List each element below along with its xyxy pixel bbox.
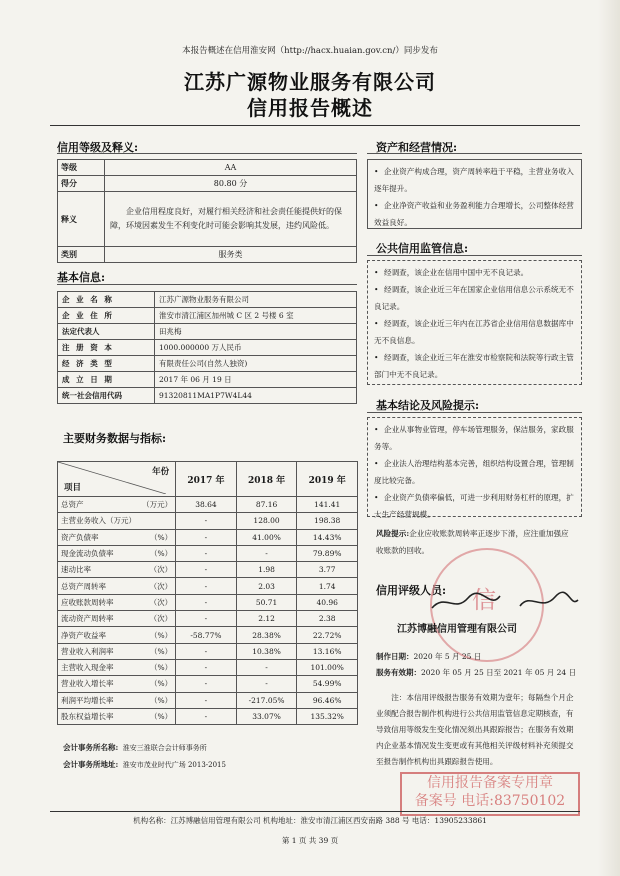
finance-value-2018: 50.71 <box>236 594 297 610</box>
finance-value-2019: 14.43% <box>297 529 358 545</box>
supervision-item: • 经调查，该企业近三年在淮安市检察院和法院等行政主管部门中无不良记录。 <box>374 349 577 383</box>
capital-value: 1000.000000 万人民币 <box>155 340 357 356</box>
finance-row <box>58 708 358 724</box>
finance-row-label-cell <box>58 643 176 659</box>
finance-row-unit: （%） <box>150 712 173 721</box>
category-key: 类别 <box>58 247 105 263</box>
founded-key: 成 立 日 期 <box>58 372 155 388</box>
finance-row-label-cell <box>58 708 176 724</box>
score-key: 得分 <box>58 176 105 192</box>
finance-row-unit: （次） <box>149 597 173 607</box>
finance-value-2019: 135.32% <box>297 708 358 724</box>
finance-row <box>58 676 358 692</box>
finance-value-2018: 2.12 <box>236 611 297 627</box>
year-2019-header: 2019 年 <box>297 462 358 497</box>
finance-value-2017: 38.64 <box>176 497 237 513</box>
finance-value-2017: - <box>176 578 237 594</box>
finance-row-label-cell <box>58 676 176 692</box>
filing-stamp: 信用报告备案专用章 备案号 电话:83750102 <box>400 772 580 816</box>
company-title: 江苏广源物业服务有限公司 <box>184 70 436 94</box>
bullet-icon: • <box>374 201 379 210</box>
footer-rule <box>50 811 580 812</box>
finance-value-2017: - <box>176 594 237 610</box>
finance-row-unit: （%） <box>150 630 173 640</box>
finance-value-2018: 1.98 <box>236 562 297 578</box>
capital-key: 注 册 资 本 <box>58 340 155 356</box>
finance-row <box>58 562 358 578</box>
finance-value-2018: 128.00 <box>236 513 297 529</box>
finance-row-unit: （%） <box>150 663 173 673</box>
finance-row <box>58 611 358 627</box>
finance-value-2019: 3.77 <box>297 562 358 578</box>
finance-row <box>58 545 358 561</box>
finance-value-2019: 141.41 <box>297 497 358 513</box>
finance-value-2018: -217.05% <box>236 692 297 708</box>
company-name-key: 企 业 名 称 <box>58 292 155 308</box>
meaning-key: 释义 <box>58 192 105 247</box>
address-value: 淮安市清江浦区加州城 C 区 2 号楼 6 室 <box>155 308 357 324</box>
finance-row <box>58 497 358 513</box>
address-key: 企 业 住 所 <box>58 308 155 324</box>
finance-row-label: 总资产周转率 <box>61 581 106 591</box>
finance-row-label-cell <box>58 562 176 578</box>
grade-value: AA <box>105 160 357 176</box>
legal-rep-value: 田兆梅 <box>155 324 357 340</box>
finance-value-2018: 33.07% <box>236 708 297 724</box>
finance-row-unit: （%） <box>150 532 173 542</box>
supervision-item: • 经调查，该企业近三年在国家企业信用信息公示系统无不良记录。 <box>374 281 577 315</box>
finance-row-unit: （%） <box>150 695 173 705</box>
finance-value-2019: 101.00% <box>297 659 358 675</box>
made-date-label: 制作日期： <box>376 652 414 661</box>
finance-value-2018: 10.38% <box>236 643 297 659</box>
finance-row-label: 主营业务收入（万元） <box>61 516 136 526</box>
validity-note: 注：本信用评级报告服务有效期为壹年；每隔叁个月企业须配合报告制作机构进行公共信用监管信息定期核查，有导致信用等级发生变化情况须出具跟踪报告；在服务有效期内企业基本情况发生变更或有其他相关评级材料补充须提交至报告制作机构出具跟踪报告使用。 <box>376 693 574 766</box>
finance-row-unit: （次） <box>149 614 173 624</box>
finance-row-label: 流动资产周转率 <box>61 614 114 624</box>
finance-row-unit: （次） <box>149 565 173 575</box>
basic-heading-rule <box>57 284 357 285</box>
finance-value-2019: 79.89% <box>297 545 358 561</box>
rater-heading: 信用评级人员: <box>376 584 447 597</box>
assets-box <box>367 159 582 229</box>
finance-value-2019: 22.72% <box>297 627 358 643</box>
finance-row <box>58 692 358 708</box>
bullet-icon: • <box>374 425 379 434</box>
assets-item: • 企业净资产收益和业务盈利能力合理增长，公司整体经营效益良好。 <box>374 197 577 231</box>
basic-heading: 基本信息: <box>57 271 106 284</box>
finance-value-2017: - <box>176 529 237 545</box>
finance-row-label-cell <box>58 529 176 545</box>
conclusion-box <box>367 417 582 517</box>
finance-value-2017: - <box>176 643 237 659</box>
finance-value-2017: - <box>176 692 237 708</box>
grade-heading-rule <box>57 153 357 154</box>
signature-icon <box>430 588 580 618</box>
finance-value-2018: 28.38% <box>236 627 297 643</box>
conclusion-item: • 企业从事物业管理，停车场管理服务，保洁服务，家政服务等。 <box>374 421 577 455</box>
finance-value-2019: 2.38 <box>297 611 358 627</box>
finance-row-label: 营业收入利润率 <box>61 646 114 656</box>
rating-company: 江苏博融信用管理有限公司 <box>397 624 517 635</box>
risk-label: 风险提示: <box>376 529 410 538</box>
founded-value: 2017 年 06 月 19 日 <box>155 372 357 388</box>
title-rule <box>50 125 580 126</box>
supervision-heading-rule <box>367 255 582 256</box>
page-edge-shadow <box>598 0 620 876</box>
company-name-value: 江苏广源物业服务有限公司 <box>155 292 357 308</box>
finance-row-label-cell <box>58 497 176 513</box>
header-year-label: 年份 <box>152 467 170 477</box>
finance-row <box>58 529 358 545</box>
finance-value-2019: 1.74 <box>297 578 358 594</box>
assets-item: • 企业资产构成合理，资产周转率趋于平稳，主营业务收入逐年提升。 <box>374 163 577 197</box>
page-number: 第 1 页 共 39 页 <box>281 836 339 845</box>
finance-row-label: 利润平均增长率 <box>61 695 114 705</box>
supervision-box <box>367 260 582 385</box>
finance-value-2018: - <box>236 676 297 692</box>
finance-row-label-cell <box>58 513 176 529</box>
finance-value-2018: 2.03 <box>236 578 297 594</box>
conclusion-item: • 企业法人治理结构基本完善，组织结构设置合理，管理制度比较完备。 <box>374 455 577 489</box>
finance-row-unit: （次） <box>149 581 173 591</box>
finance-value-2017: - <box>176 545 237 561</box>
finance-value-2017: - <box>176 611 237 627</box>
grade-key: 等级 <box>58 160 105 176</box>
finance-row-label-cell <box>58 692 176 708</box>
validity-value: 2020 年 05 月 25 日至 2021 年 05 月 24 日 <box>421 668 577 677</box>
finance-value-2019: 40.96 <box>297 594 358 610</box>
finance-header-row <box>58 462 358 497</box>
meaning-row <box>58 192 357 247</box>
conclusion-item: • 企业资产负债率偏低，可进一步利用财务杠杆的原理，扩大生产经营规模。 <box>374 489 577 523</box>
bullet-icon: • <box>374 268 379 277</box>
finance-value-2019: 198.38 <box>297 513 358 529</box>
finance-row <box>58 578 358 594</box>
made-date-line <box>376 651 481 662</box>
finance-value-2018: 87.16 <box>236 497 297 513</box>
finance-value-2017: - <box>176 562 237 578</box>
finance-row-label-cell <box>58 578 176 594</box>
finance-row <box>58 594 358 610</box>
accounting-firm-value: 淮安三淮联合会计师事务所 <box>122 744 207 752</box>
bullet-icon: • <box>374 459 379 468</box>
finance-row-label-cell <box>58 627 176 643</box>
category-row <box>58 247 357 263</box>
supervision-item: • 经调查，该企业在信用中国中无不良记录。 <box>374 264 577 281</box>
bullet-icon: • <box>374 285 379 294</box>
accounting-firm-line <box>63 742 207 753</box>
finance-row <box>58 659 358 675</box>
accounting-address-value: 淮安市茂业时代广场 2013-2015 <box>122 761 226 769</box>
finance-row-label: 应收账款周转率 <box>61 597 114 607</box>
category-value: 服务类 <box>105 247 357 263</box>
publication-banner: 本报告概述在信用淮安网（http://hacx.huaian.gov.cn/）同步发布 <box>182 46 438 56</box>
finance-row-label: 资产负债率 <box>61 532 99 542</box>
finance-row <box>58 513 358 529</box>
bullet-icon: • <box>374 167 379 176</box>
finance-row-label: 速动比率 <box>61 565 91 575</box>
credit-code-key: 统一社会信用代码 <box>58 388 155 404</box>
supervision-heading: 公共信用监管信息: <box>376 242 469 255</box>
finance-row <box>58 643 358 659</box>
accounting-address-label: 会计事务所地址: <box>63 760 119 769</box>
finance-row-label-cell <box>58 659 176 675</box>
year-2018-header: 2018 年 <box>236 462 297 497</box>
score-value: 80.80 分 <box>105 176 357 192</box>
finance-row-unit: （%） <box>150 679 173 689</box>
accounting-address-line <box>63 759 226 770</box>
grade-heading: 信用等级及释义: <box>57 141 139 154</box>
finance-row-label-cell <box>58 594 176 610</box>
finance-row <box>58 627 358 643</box>
validity-label: 服务有效期： <box>376 668 421 677</box>
finance-row-label: 总资产 <box>61 500 84 510</box>
finance-header-corner <box>58 462 176 497</box>
finance-row-unit: （%） <box>150 549 173 559</box>
legal-rep-key: 法定代表人 <box>58 324 155 340</box>
made-date-value: 2020 年 5 月 25 日 <box>413 652 482 661</box>
finance-value-2017: - <box>176 708 237 724</box>
finance-row-label-cell <box>58 545 176 561</box>
validity-line <box>376 667 576 678</box>
economic-type-key: 经 济 类 型 <box>58 356 155 372</box>
finance-value-2017: -58.77% <box>176 627 237 643</box>
finance-value-2018: 41.00% <box>236 529 297 545</box>
bullet-icon: • <box>374 493 379 502</box>
assets-heading: 资产和经营情况: <box>376 141 458 154</box>
finance-value-2017: - <box>176 659 237 675</box>
supervision-item: • 经调查，该企业近三年内在江苏省企业信用信息数据库中无不良信息。 <box>374 315 577 349</box>
assets-heading-rule <box>367 153 582 154</box>
finance-value-2017: - <box>176 676 237 692</box>
finance-value-2017: - <box>176 513 237 529</box>
grade-row <box>58 160 357 176</box>
conclusion-heading-rule <box>367 412 582 413</box>
conclusion-heading: 基本结论及风险提示: <box>376 399 480 412</box>
finance-row-unit: （%） <box>150 646 173 656</box>
accounting-firm-label: 会计事务所名称: <box>63 743 119 752</box>
finance-row-label: 营业收入增长率 <box>61 679 114 689</box>
finance-heading: 主要财务数据与指标: <box>63 432 167 445</box>
company-seal-icon: 信 <box>430 548 544 662</box>
finance-row-label: 现金流动负债率 <box>61 549 114 559</box>
economic-type-value: 有限责任公司(自然人独资) <box>155 356 357 372</box>
finance-value-2018: - <box>236 545 297 561</box>
footer-info: 机构名称：江苏博融信用管理有限公司 机构地址：淮安市清江浦区西安南路 388 号 电话：13905233861 <box>133 816 487 825</box>
header-item-label: 项目 <box>64 483 82 493</box>
finance-row-unit: （万元） <box>142 500 173 510</box>
finance-value-2018: - <box>236 659 297 675</box>
finance-value-2019: 13.16% <box>297 643 358 659</box>
finance-value-2019: 96.46% <box>297 692 358 708</box>
grade-table <box>57 159 357 263</box>
bullet-icon: • <box>374 319 379 328</box>
finance-body <box>58 497 358 725</box>
score-row <box>58 176 357 192</box>
meaning-value: 企业信用程度良好，对履行相关经济和社会责任能提供好的保障，环境因素发生不利变化时可能会影响其发展，违约风险低。 <box>105 192 357 247</box>
finance-table <box>57 461 358 725</box>
finance-row-label: 主营收入现金率 <box>61 663 114 673</box>
finance-row-label-cell <box>58 611 176 627</box>
year-2017-header: 2017 年 <box>176 462 237 497</box>
finance-row-label: 股东权益增长率 <box>61 712 114 721</box>
credit-code-value: 91320811MA1P7W4L44 <box>155 388 357 404</box>
finance-row-label: 净资产收益率 <box>61 630 106 640</box>
basic-info-table <box>57 291 357 404</box>
bullet-icon: • <box>374 353 379 362</box>
risk-text: 企业应收账款周转率正逐步下滑，应注重加强应收账款的回收。 <box>376 529 569 555</box>
finance-value-2019: 54.99% <box>297 676 358 692</box>
report-title: 信用报告概述 <box>247 96 373 120</box>
